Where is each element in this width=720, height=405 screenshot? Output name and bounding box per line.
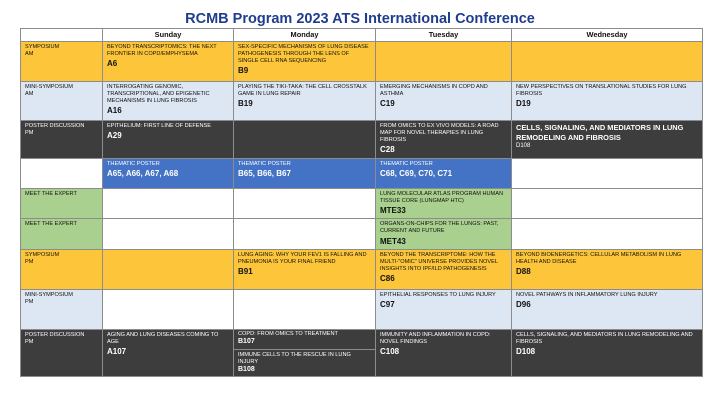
session-cell (376, 289, 512, 329)
session-cell (376, 121, 512, 159)
session-cell (103, 329, 234, 376)
row-label: POSTER DISCUSSION PM (21, 121, 103, 159)
table-row (21, 82, 703, 121)
session-code: A29 (107, 131, 122, 141)
session-code: MTE33 (380, 206, 406, 216)
empty-cell (234, 188, 376, 219)
session-code: A6 (107, 59, 118, 69)
session-title: NOVEL PATHWAYS IN INFLAMMATORY LUNG INJURY (516, 291, 658, 298)
session-cell (512, 249, 703, 289)
empty-cell (512, 188, 703, 219)
empty-cell (234, 219, 376, 250)
empty-cell (234, 121, 376, 159)
session-code: A107 (107, 347, 127, 357)
session-title: THEMATIC POSTER (238, 160, 291, 167)
session-cell (103, 42, 234, 82)
empty-cell (103, 188, 234, 219)
session-cell (234, 158, 376, 188)
session-title: EPITHELIAL RESPONSES TO LUNG INJURY (380, 291, 496, 298)
session-title: PLAYING THE TIKI-TAKA: THE CELL CROSSTALK GAME IN LUNG REPAIR (238, 84, 367, 98)
session-title: LUNG AGING: WHY YOUR FEV1 IS FALLING AND PNEUMONIA IS YOUR FINAL FRIEND (238, 251, 367, 265)
row-label (21, 158, 103, 188)
table-row (21, 158, 703, 188)
session-cell (512, 329, 703, 376)
session-cell (234, 42, 376, 82)
table-row (21, 219, 703, 250)
session-code: A16 (107, 106, 122, 116)
session-code: B107 (238, 337, 255, 345)
session-code: C19 (380, 99, 395, 109)
session-cell (376, 219, 512, 250)
session-cell (103, 158, 234, 188)
session-cell (103, 82, 234, 121)
corner-cell (21, 29, 103, 42)
empty-cell (103, 219, 234, 250)
session-code: MET43 (380, 236, 406, 246)
session-title: BEYOND TRANSCRIPTOMICS: THE NEXT FRONTIER IN COPD/EMPHYSEMA (107, 44, 217, 58)
session-title: LUNG MOLECULAR ATLAS PROGRAM HUMAN TISSUE CORE (LUNGMAP HTC) (380, 190, 503, 204)
table-row (21, 121, 703, 159)
empty-cell (376, 42, 512, 82)
session-cell (512, 121, 703, 159)
session-top (234, 330, 375, 350)
session-title: IMMUNE CELLS TO THE RESCUE IN LUNG INJURY (238, 351, 351, 366)
table-row (21, 42, 703, 82)
session-cell (103, 121, 234, 159)
session-title: NEW PERSPECTIVES ON TRANSLATIONAL STUDIES FOR LUNG FIBROSIS (516, 84, 687, 98)
session-code: C97 (380, 299, 395, 309)
session-code: A65, A66, A67, A68 (107, 168, 179, 178)
session-cell (376, 158, 512, 188)
day-header-monday: Monday (234, 29, 376, 42)
session-cell (234, 249, 376, 289)
session-title: BEYOND THE TRANSCRIPTOME: HOW THE MULTI-"OMIC" UNIVERSE PROVIDES NOVEL INSIGHTS INTO IPF/ILD PATHOGENESIS (380, 251, 498, 273)
empty-cell (234, 289, 376, 329)
session-title: COPD: FROM OMICS TO TREATMENT (238, 330, 338, 337)
session-code: C108 (380, 347, 400, 357)
table-row (21, 329, 703, 376)
session-title: IMMUNITY AND INFLAMMATION IN COPD: NOVEL FINDINGS (380, 331, 491, 345)
session-cell (512, 82, 703, 121)
table-row (21, 188, 703, 219)
empty-cell (512, 42, 703, 82)
row-label: MINI-SYMPOSIUM AM (21, 82, 103, 121)
empty-cell (512, 158, 703, 188)
session-code: B65, B66, B67 (238, 168, 291, 178)
session-code: D19 (516, 99, 531, 109)
session-cell (512, 289, 703, 329)
session-title: SEX-SPECIFIC MECHANISMS OF LUNG DISEASE PATHOGENESIS THROUGH THE LENS OF SINGLE CELL RNA SEQUENCING (238, 44, 369, 65)
session-cell (376, 188, 512, 219)
session-code: D108 (516, 347, 536, 357)
session-code: D88 (516, 267, 531, 277)
session-cell-split (234, 329, 376, 376)
session-title: FROM OMICS TO EX VIVO MODELS: A ROAD MAP FOR NOVEL THERAPIES IN LUNG FIBROSIS (380, 123, 499, 144)
session-title: THEMATIC POSTER (380, 160, 433, 167)
empty-cell (512, 219, 703, 250)
session-title: AGING AND LUNG DISEASES COMING TO AGE (107, 331, 219, 345)
table-row (21, 289, 703, 329)
session-code: C68, C69, C70, C71 (380, 168, 453, 178)
session-title: THEMATIC POSTER (107, 160, 160, 167)
session-title: EPITHELIUM: FIRST LINE OF DEFENSE (107, 123, 212, 129)
header-row (21, 29, 703, 42)
session-code: D108 (516, 143, 531, 150)
empty-cell (103, 249, 234, 289)
session-code: B9 (238, 66, 249, 76)
row-label: MEET THE EXPERT (21, 219, 103, 250)
session-code: B91 (238, 267, 253, 277)
day-header-sunday: Sunday (103, 29, 234, 42)
page-title: RCMB Program 2023 ATS International Conference (185, 11, 535, 27)
session-title: BEYOND BIOENERGETICS: CELLULAR METABOLISM IN LUNG HEALTH AND DISEASE (516, 251, 682, 265)
session-title: EMERGING MECHANISMS IN COPD AND ASTHMA (380, 84, 488, 98)
row-label: SYMPOSIUM AM (21, 42, 103, 82)
session-title: CELLS, SIGNALING, AND MEDIATORS IN LUNG REMODELING AND FIBROSIS (516, 331, 693, 345)
session-title: ORGANS-ON-CHIPS FOR THE LUNGS: PAST, CURRENT AND FUTURE (380, 221, 499, 235)
session-title: CELLS, SIGNALING, AND MEDIATORS IN LUNG REMODELING AND FIBROSIS (516, 123, 684, 143)
session-title: INTERROGATING GENOMIC, TRANSCRIPTIONAL, AND EPIGENETIC MECHANISMS IN LUNG FIBROSIS (107, 84, 210, 105)
session-cell (376, 249, 512, 289)
session-cell (376, 329, 512, 376)
table-row (21, 249, 703, 289)
session-code: C28 (380, 145, 395, 155)
day-header-wednesday: Wednesday (512, 29, 703, 42)
session-cell (376, 82, 512, 121)
row-label: MINI-SYMPOSIUM PM (21, 289, 103, 329)
session-code: C86 (380, 274, 395, 284)
row-label: SYMPOSIUM PM (21, 249, 103, 289)
empty-cell (103, 289, 234, 329)
session-bottom (234, 350, 375, 376)
session-code: D96 (516, 299, 531, 309)
row-label: POSTER DISCUSSION PM (21, 329, 103, 376)
schedule-table (20, 28, 703, 377)
day-header-tuesday: Tuesday (376, 29, 512, 42)
session-cell (234, 82, 376, 121)
session-code: B108 (238, 366, 255, 374)
row-label: MEET THE EXPERT (21, 188, 103, 219)
session-code: B19 (238, 99, 253, 109)
